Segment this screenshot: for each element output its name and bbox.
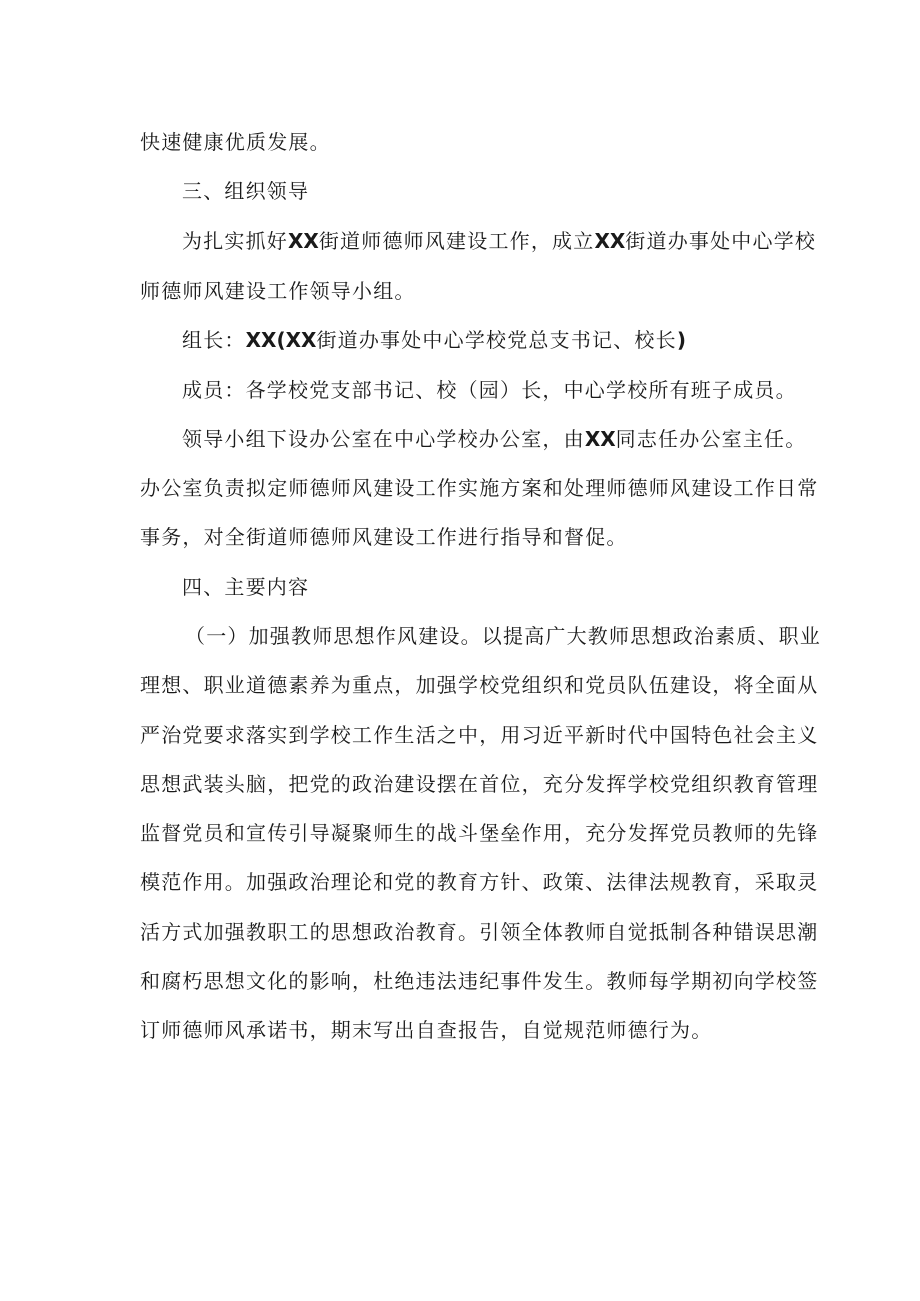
section-heading: 四、主要内容 bbox=[182, 575, 310, 599]
paragraph-line: 组长：XX(XX街道办事处中心学校党总支书记、校长) bbox=[182, 328, 686, 352]
paragraph-line: 活方式加强教职工的思想政治教育。引领全体教师自觉抵制各种错误思潮 bbox=[140, 920, 819, 944]
paragraph-line: 快速健康优质发展。 bbox=[140, 130, 331, 154]
paragraph-line: 成员：各学校党支部书记、校（园）长，中心学校所有班子成员。 bbox=[182, 378, 797, 402]
paragraph-line: 事务，对全街道师德师风建设工作进行指导和督促。 bbox=[140, 525, 628, 549]
paragraph-line: 订师德师风承诺书，期末写出自查报告，自觉规范师德行为。 bbox=[140, 1018, 713, 1042]
paragraph-line: （一）加强教师思想作风建设。以提高广大教师思想政治素质、职业 bbox=[185, 624, 821, 648]
paragraph-line: 理想、职业道德素养为重点，加强学校党组织和党员队伍建设，将全面从 bbox=[140, 673, 819, 697]
section-heading: 三、组织领导 bbox=[182, 179, 310, 203]
paragraph-line: 模范作用。加强政治理论和党的教育方针、政策、法律法规教育，采取灵 bbox=[140, 870, 819, 894]
paragraph-line: 领导小组下设办公室在中心学校办公室，由XX同志任办公室主任。 bbox=[182, 427, 807, 451]
paragraph-line: 师德师风建设工作领导小组。 bbox=[140, 279, 416, 303]
paragraph-line: 为扎实抓好XX街道师德师风建设工作，成立XX街道办事处中心学校 bbox=[182, 229, 817, 253]
paragraph-line: 办公室负责拟定师德师风建设工作实施方案和处理师德师风建设工作日常 bbox=[140, 476, 819, 500]
paragraph-line: 和腐朽思想文化的影响，杜绝违法违纪事件发生。教师每学期初向学校签 bbox=[140, 969, 819, 993]
paragraph-line: 思想武装头脑，把党的政治建设摆在首位，充分发挥学校党组织教育管理 bbox=[140, 772, 819, 796]
paragraph-line: 严治党要求落实到学校工作生活之中，用习近平新时代中国特色社会主义 bbox=[140, 723, 819, 747]
paragraph-line: 监督党员和宣传引导凝聚师生的战斗堡垒作用，充分发挥党员教师的先锋 bbox=[140, 821, 819, 845]
